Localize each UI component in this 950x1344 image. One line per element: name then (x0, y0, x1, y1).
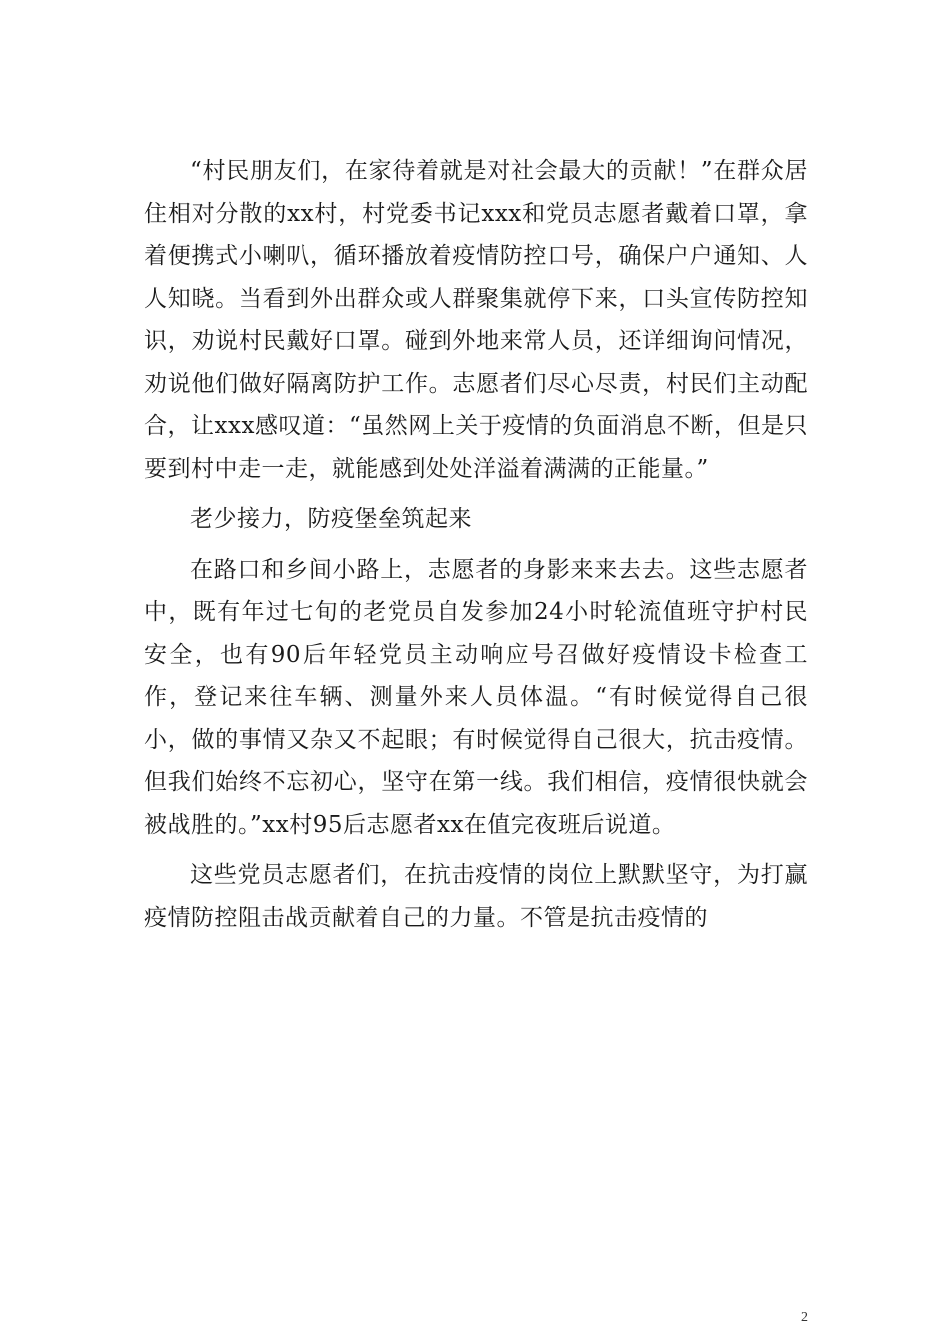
document-body (144, 150, 808, 947)
section-heading: 老少接力，防疫堡垒筑起来 (190, 506, 472, 532)
paragraph-volunteers: 在路口和乡间小路上，志愿者的身影来来去去。这些志愿者中，既有年过七旬的老党员自发参加24小时轮流值班守护村民安全，也有90后年轻党员主动响应号召做好疫情设卡检查工作，登记来往车辆、测量外来人员体温。“有时候觉得自己很小，做的事情又杂又不起眼；有时候觉得自己很大，抗击疫情。但我们始终不忘初心，坚守在第一线。我们相信，疫情很快就会被战胜的。”xx村95后志愿者xx在值完夜班后说道。 (144, 556, 808, 838)
paragraph-party-members: 这些党员志愿者们，在抗击疫情的岗位上默默坚守，为打赢疫情防控阻击战贡献着自己的力量。不管是抗击疫情的 (144, 862, 808, 931)
page-number: 2 (801, 1310, 808, 1325)
paragraph-village-publicity: “村民朋友们，在家待着就是对社会最大的贡献！”在群众居住相对分散的xx村，村党委书记xxx和党员志愿者戴着口罩，拿着便携式小喇叭，循环播放着疫情防控口号，确保户户通知、人人知晓。当看到外出群众或人群聚集就停下来，口头宣传防控知识，劝说村民戴好口罩。碰到外地来常人员，还详细询问情况，劝说他们做好隔离防护工作。志愿者们尽心尽责，村民们主动配合，让xxx感叹道：“虽然网上关于疫情的负面消息不断，但是只要到村中走一走，就能感到处处洋溢着满满的正能量。” (144, 158, 808, 482)
